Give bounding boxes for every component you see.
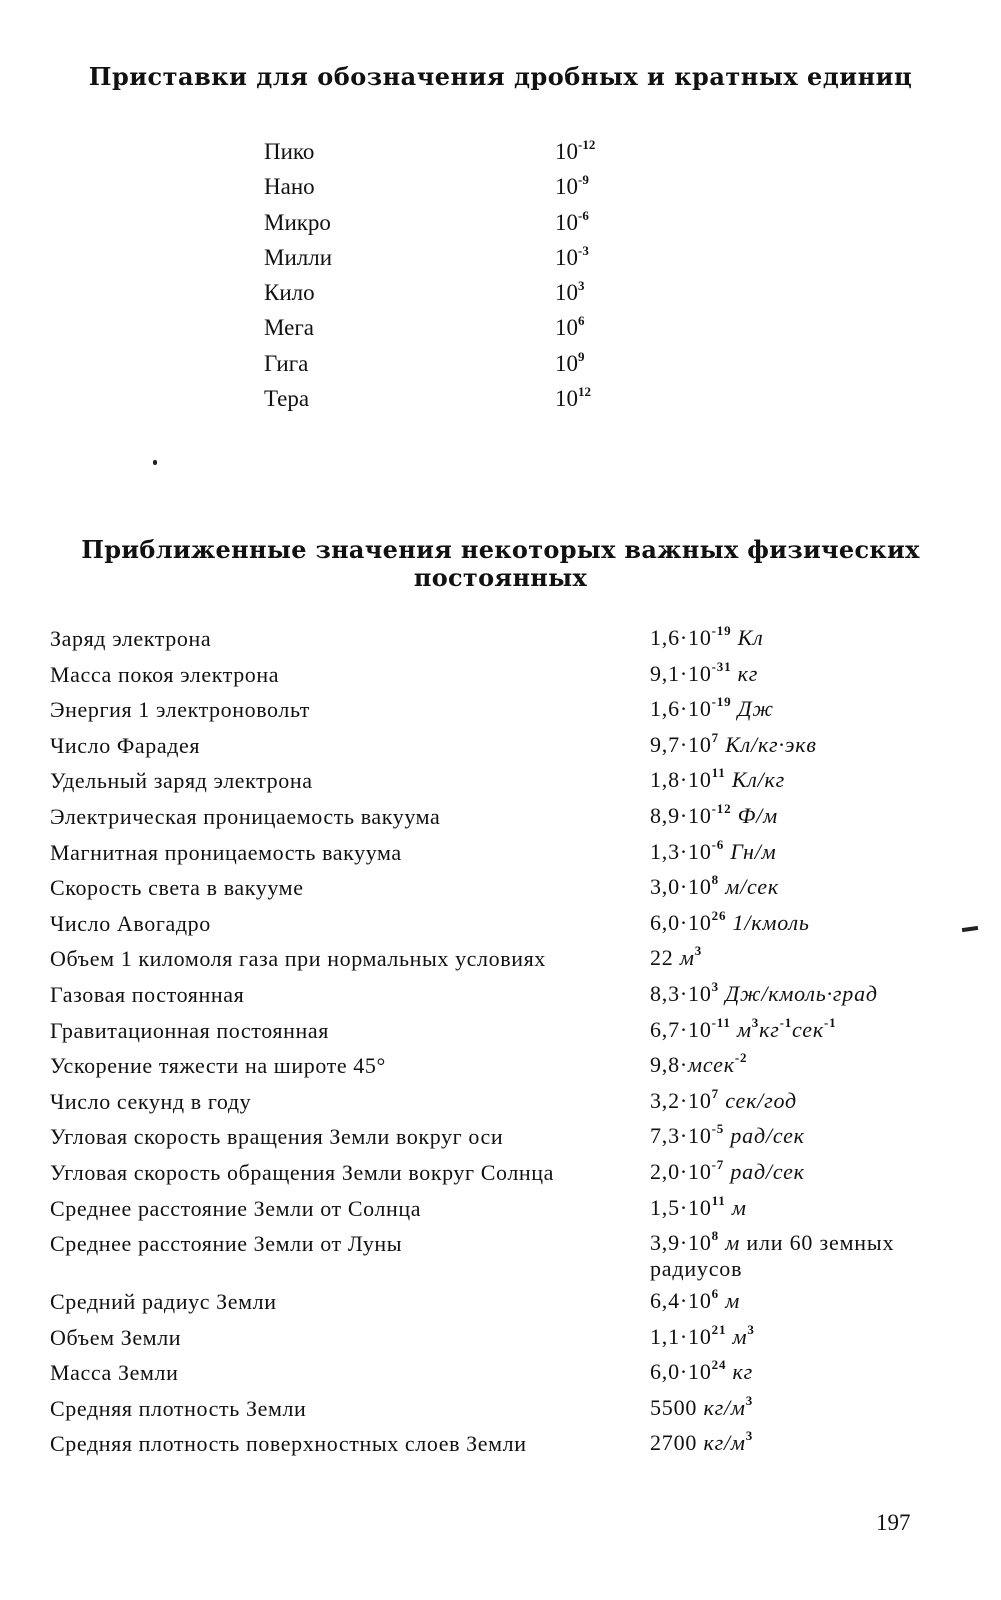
value-number: 1,6·10 — [650, 625, 712, 650]
constant-row — [50, 906, 950, 942]
value-exponent: 3 — [711, 978, 719, 994]
value-number: 6,4·10 — [650, 1288, 712, 1314]
constant-name: Среднее расстояние Земли от Луны — [50, 1231, 403, 1257]
power-exponent: 3 — [578, 278, 585, 294]
constant-name: Масса покоя электрона — [50, 661, 280, 687]
value-exponent: 6 — [711, 1286, 719, 1302]
constant-value — [650, 835, 930, 865]
value-unit: сек — [792, 1016, 824, 1042]
constant-row — [50, 835, 950, 871]
power-base: 10 — [555, 350, 578, 376]
constant-row — [50, 621, 950, 657]
constant-value — [650, 941, 930, 971]
value-unit: Кл — [731, 625, 764, 650]
constant-name: Магнитная проницаемость вакуума — [50, 839, 402, 865]
constant-name: Электрическая проницаемость вакуума — [50, 803, 441, 829]
value-number: 1,1·10 — [650, 1323, 712, 1349]
prefix-power — [555, 277, 585, 309]
prefix-row — [264, 136, 664, 171]
value-unit: Кл/кг·экв — [718, 731, 817, 757]
value-exponent: 7 — [711, 1085, 719, 1101]
value-number: 1,6·10 — [650, 696, 712, 722]
value-number: 6,0·10 — [650, 909, 712, 935]
constant-row — [50, 1048, 950, 1084]
prefix-power — [555, 171, 589, 203]
value-number: 2,0·10 — [650, 1158, 712, 1184]
constant-row — [50, 692, 950, 728]
constant-row — [50, 1320, 950, 1356]
value-exponent: -1 — [823, 1014, 837, 1030]
value-unit: кг/м — [703, 1394, 746, 1420]
constant-value — [650, 977, 930, 1007]
power-exponent: 6 — [578, 313, 585, 329]
power-base: 10 — [555, 174, 578, 200]
power-exponent: -9 — [578, 172, 589, 188]
value-unit: м — [679, 945, 695, 971]
constant-name: Скорость света в вакууме — [50, 875, 304, 901]
value-unit: Дж/кмоль·град — [718, 980, 878, 1006]
constant-name: Угловая скорость вращения Земли вокруг оси — [50, 1124, 504, 1150]
power-exponent: 12 — [578, 384, 591, 400]
value-number: 6,7·10 — [650, 1016, 712, 1042]
value-exponent: 3 — [751, 1014, 760, 1030]
value-unit: кг — [731, 660, 759, 686]
prefix-name: Нано — [264, 174, 315, 200]
constant-name: Газовая постоянная — [50, 981, 245, 1007]
power-base: 10 — [555, 315, 578, 341]
value-exponent: -1 — [779, 1014, 793, 1030]
value-unit: Гн/м — [724, 838, 777, 864]
power-base: 10 — [555, 244, 578, 270]
constant-value — [650, 1426, 930, 1456]
value-unit: м — [730, 1016, 752, 1042]
constant-name: Угловая скорость обращения Земли вокруг Солнца — [50, 1159, 555, 1185]
value-number: 8,3·10 — [650, 980, 712, 1006]
constant-name: Число Авогадро — [50, 910, 211, 936]
constant-value — [650, 1226, 930, 1282]
constant-row — [50, 728, 950, 764]
constant-row — [50, 763, 950, 799]
value-unit: м — [718, 1288, 741, 1314]
constant-row — [50, 1084, 950, 1120]
constant-name: Ускорение тяжести на широте 45° — [50, 1053, 386, 1079]
constant-value — [650, 1048, 930, 1078]
value-number: 6,0·10 — [650, 1359, 712, 1385]
constant-name: Число секунд в году — [50, 1088, 252, 1114]
constant-name: Масса Земли — [50, 1360, 179, 1386]
constant-row — [50, 1191, 950, 1227]
value-exponent: 21 — [711, 1321, 727, 1337]
value-exponent: -19 — [711, 623, 732, 638]
prefix-row — [264, 312, 664, 347]
constants-title-line-2: постоянных — [413, 563, 588, 592]
constant-value — [650, 621, 930, 651]
prefix-row — [264, 383, 664, 418]
value-exponent: -2 — [734, 1050, 748, 1066]
power-exponent: -3 — [578, 242, 589, 258]
value-exponent: -7 — [711, 1156, 725, 1172]
value-unit: м — [725, 1194, 747, 1220]
power-base: 10 — [555, 139, 578, 164]
prefix-power — [555, 207, 589, 239]
prefixes-title: Приставки для обозначения дробных и кратных единиц — [88, 62, 913, 91]
value-number: 1,5·10 — [650, 1194, 712, 1220]
constant-row — [50, 1426, 950, 1462]
constant-row — [50, 941, 950, 977]
prefixes-table — [264, 136, 664, 418]
value-unit: кг — [726, 1359, 754, 1385]
constant-value — [650, 657, 930, 687]
prefix-row — [264, 242, 664, 277]
prefix-name: Гига — [264, 350, 309, 376]
value-exponent: -31 — [711, 658, 732, 674]
constant-value — [650, 1084, 930, 1114]
value-unit: м — [718, 1230, 741, 1256]
value-number: 5500 — [650, 1394, 704, 1420]
constant-row — [50, 1226, 950, 1284]
value-number: 3,0·10 — [650, 874, 712, 900]
prefix-row — [264, 171, 664, 206]
constant-value — [650, 1320, 930, 1350]
constants-title — [0, 536, 1001, 592]
power-base: 10 — [555, 280, 578, 306]
value-exponent: 8 — [711, 872, 719, 888]
constant-row — [50, 799, 950, 835]
value-exponent: 11 — [711, 1192, 726, 1208]
prefix-name: Мега — [264, 315, 314, 341]
constant-name: Удельный заряд электрона — [50, 768, 313, 794]
value-number: 2700 — [650, 1430, 704, 1456]
page-number: 197 — [876, 1510, 911, 1535]
value-unit: 1/кмоль — [726, 909, 810, 935]
constant-value — [650, 906, 930, 936]
value-exponent: 3 — [694, 943, 703, 959]
constant-value — [650, 870, 930, 900]
value-number: 7,3·10 — [650, 1123, 712, 1149]
value-unit: рад/сек — [724, 1158, 805, 1184]
constant-value — [650, 692, 930, 722]
constant-row — [50, 870, 950, 906]
constant-value — [650, 1155, 930, 1185]
constant-value — [650, 1013, 930, 1043]
value-unit: Дж — [731, 696, 774, 722]
prefix-power — [555, 136, 595, 168]
constant-row — [50, 1119, 950, 1155]
constant-row — [50, 977, 950, 1013]
constant-name: Заряд электрона — [50, 626, 212, 651]
constant-row — [50, 657, 950, 693]
constant-value — [650, 728, 930, 758]
value-exponent: 3 — [745, 1392, 754, 1408]
value-number: 9,7·10 — [650, 731, 712, 757]
constant-row — [50, 1391, 950, 1427]
value-exponent: 26 — [711, 907, 727, 923]
power-base: 10 — [555, 209, 578, 235]
value-unit: Кл/кг — [725, 767, 786, 793]
value-number: 1,8·10 — [650, 767, 712, 793]
prefix-name: Милли — [264, 244, 333, 270]
prefix-row — [264, 277, 664, 312]
constant-row — [50, 1013, 950, 1049]
value-exponent: 24 — [711, 1357, 727, 1373]
prefix-row — [264, 207, 664, 242]
value-exponent: 3 — [747, 1321, 755, 1337]
value-exponent: -19 — [711, 694, 732, 710]
value-unit: кг — [759, 1016, 780, 1042]
power-exponent: 9 — [578, 348, 585, 364]
value-unit: Ф/м — [731, 802, 778, 828]
prefix-name: Кило — [264, 280, 315, 306]
constant-value — [650, 1284, 930, 1314]
value-exponent: 7 — [711, 729, 719, 745]
constant-row — [50, 1355, 950, 1391]
value-unit: мсек — [688, 1052, 735, 1078]
constant-value — [650, 799, 930, 829]
constant-name: Средняя плотность поверхностных слоев Земли — [50, 1431, 527, 1457]
power-exponent: -12 — [578, 137, 596, 152]
margin-mark — [962, 926, 978, 932]
value-number: 1,3·10 — [650, 838, 712, 864]
value-unit: сек/год — [718, 1087, 797, 1113]
prefix-name: Микро — [264, 209, 331, 235]
constant-value — [650, 763, 930, 793]
print-speck — [153, 460, 157, 465]
power-exponent: -6 — [578, 207, 589, 223]
value-unit: рад/сек — [724, 1123, 805, 1149]
value-number: 9,1·10 — [650, 660, 712, 686]
value-unit: кг/м — [703, 1430, 746, 1456]
constant-name: Среднее расстояние Земли от Солнца — [50, 1195, 422, 1221]
constants-title-line-1: Приближенные значения некоторых важных физических — [81, 535, 920, 564]
value-number: или 60 земных радиусов — [650, 1230, 895, 1282]
constant-name: Гравитационная постоянная — [50, 1017, 329, 1043]
prefix-power — [555, 312, 585, 344]
value-number: 9,8· — [650, 1052, 689, 1078]
value-exponent: 3 — [745, 1428, 754, 1444]
value-exponent: 11 — [711, 765, 726, 781]
constants-table — [50, 621, 950, 1462]
value-number: 22 — [650, 945, 680, 971]
value-unit: м/сек — [718, 874, 779, 900]
constant-name: Число Фарадея — [50, 732, 201, 758]
value-exponent: 8 — [711, 1228, 719, 1244]
constant-name: Средняя плотность Земли — [50, 1395, 307, 1421]
constant-value — [650, 1355, 930, 1385]
prefix-name: Тера — [264, 386, 310, 412]
value-unit: м — [726, 1323, 748, 1349]
value-number: 8,9·10 — [650, 802, 712, 828]
constant-name: Объем 1 киломоля газа при нормальных условиях — [50, 946, 546, 972]
prefix-row — [264, 348, 664, 383]
prefix-power — [555, 383, 591, 415]
prefix-name: Пико — [264, 139, 315, 164]
constant-value — [650, 1391, 930, 1421]
constant-row — [50, 1284, 950, 1320]
constant-row — [50, 1155, 950, 1191]
prefix-power — [555, 242, 589, 274]
value-number: 3,9·10 — [650, 1230, 712, 1256]
prefix-power — [555, 348, 585, 380]
constant-value — [650, 1119, 930, 1149]
constant-name: Средний радиус Земли — [50, 1289, 277, 1315]
value-exponent: -6 — [711, 836, 725, 852]
constant-value — [650, 1191, 930, 1221]
value-exponent: -12 — [711, 800, 732, 816]
power-base: 10 — [555, 386, 578, 412]
value-number: 3,2·10 — [650, 1087, 712, 1113]
value-exponent: -11 — [711, 1014, 731, 1030]
constant-name: Энергия 1 электроновольт — [50, 697, 310, 723]
value-exponent: -5 — [711, 1121, 725, 1137]
constant-name: Объем Земли — [50, 1324, 182, 1350]
